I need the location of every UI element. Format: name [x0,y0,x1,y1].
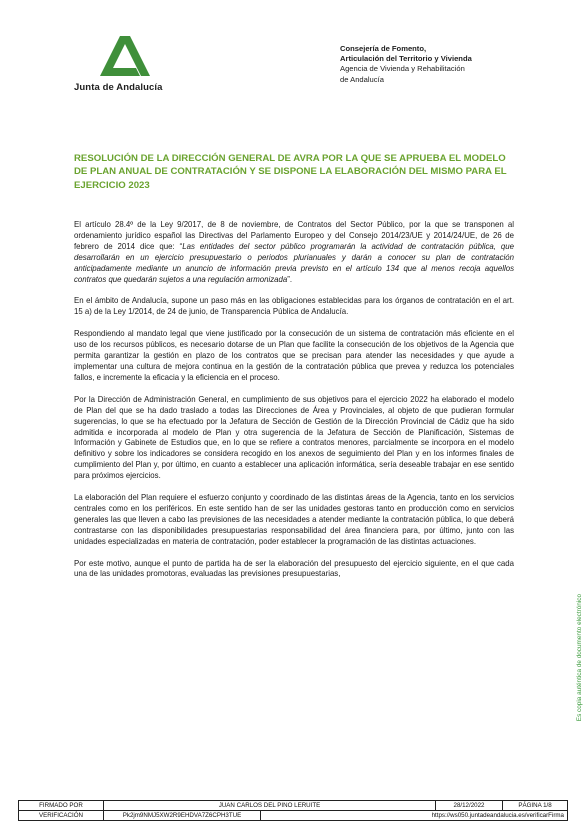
verification-code: Pk2jm9NMJ5XW2R9EHDVA7Z6CPH3TUE [104,811,261,821]
document-title: RESOLUCIÓN DE LA DIRECCIÓN GENERAL DE AVRA POR LA QUE SE APRUEBA EL MODELO DE PLAN ANUAL DE CONTRATACIÓN Y SE DISPONE LA ELABORACIÓN DEL MISMO PARA EL EJERCICIO 2023 [74,153,507,191]
org-line-3: Agencia de Vivienda y Rehabilitación [340,64,465,74]
paragraph-5: La elaboración del Plan requiere el esfuerzo conjunto y coordinado de las distintas áreas de la Agencia, tanto en los servicios centrales como en los periféricos. En este sentido han de ser las unidades gestoras tanto en producción como en servicios generales las que lleven a cabo las previsiones de las necesidades a atender mediante la contratación pública, lo que deberá contrastarse con las disponibilidades presupuestarias responsabilidad del área financiera para, por último, junto con las unidades especializadas en materia de contratación, poder establecer la programación de las distintas actuaciones. [74,493,514,546]
paragraph-4: Por la Dirección de Administración General, en cumplimiento de sus objetivos para el ejercicio 2022 ha elaborado el modelo de Plan del que se ha dado traslado a todas las Direcciones de Área y Provinciales, al objeto de que pudieran formular sugerencias, lo que se ha efectuado por la Jefatura de Sección de Gestión de la Dirección Provincial de Cádiz que ha sido admitida e incorporada al modelo de Plan y otra sugerencia de la Jefatura de Sección de Planificación, Sistemas de Información y Gabinete de Estudios que, en lo que se refiere a contratos menores, parcialmente se incorpora en el modelo definitivo y sobre los indicadores se considera recogido en los anexos de seguimiento del Plan y en los informes finales de cumplimiento del Plan y, por último, en cuanto a establecer una aplicación informática, sería deseable trabajar en ese sentido para próximos ejercicios. [74,394,514,481]
org-line-2: Articulación del Territorio y Vivienda [340,54,472,64]
paragraph-6: Por este motivo, aunque el punto de partida ha de ser la elaboración del presupuesto del ejercicio siguiente, en el que cada una de las unidades promotoras, evaluadas las previsiones presupuestarias, [74,558,514,579]
organization-block [340,44,472,85]
logo-text: Junta de Andalucía [74,82,163,93]
signature-row [19,801,568,811]
verificacion-label: VERIFICACIÓN [19,811,104,821]
signature-table [18,800,568,821]
org-line-1: Consejería de Fomento, [340,44,427,53]
paragraph-3: Respondiendo al mandato legal que viene justificado por la consecución de un sistema de contratación más eficiente en el uso de los recursos públicos, es necesario dotarse de un Plan que facilite la consecución de los objetivos de la Agencia que permita garantizar la gestión en plazo de los contratos que se precisan para atender las necesidades y que ayude a implementar una cultura de mejora continua en la gestión de la contratación pública que prevea y reduzca los potenciales fallos, e incremente la eficacia y la eficiencia en el proceso. [74,329,514,382]
firmado-label: FIRMADO POR [19,801,104,811]
signature-date: 28/12/2022 [436,801,503,811]
paragraph-1-end: ”. [287,274,293,284]
verification-url[interactable]: https://ws050.juntadeandalucia.es/verificarFirma [261,811,568,821]
paragraph-1 [74,220,514,285]
document-body [74,220,514,591]
paragraph-2: En el ámbito de Andalucía, supone un paso más en las obligaciones establecidas para los órganos de contratación en el art. 15 a) de la Ley 1/2014, de 24 de junio, de Transparencia Pública de Andalucía. [74,296,514,317]
paragraph-1-lead: El artículo 28.4º de la Ley 9/2017, de 8 de noviembre, de Contratos del Sector Público, por la que se transponen al ordenamiento jurídico español las Directivas del Parlamento Europeo y del Consejo 2014/23/UE y 2014/24/UE, de 26 de febrero de 2014 dice que: “ [74,220,514,251]
verification-row [19,811,568,821]
page-number: PÁGINA 1/8 [503,801,568,811]
paragraph-1-quote: Las entidades del sector público programarán la actividad de contratación pública, que desarrollarán en un ejercicio presupuestario o periodos plurianuales y darán a conocer su plan de contratación anticipadamente mediante un anuncio de información previa previsto en el artículo 134 que al menos recoja aquellos contratos que quedarán sujetos a una regulación armonizada [74,241,514,284]
signer-name: JUAN CARLOS DEL PINO LERUITE [104,801,436,811]
side-note-text: Es copia auténtica de documento electrónico [575,594,583,722]
side-note [573,574,585,742]
org-line-4: de Andalucía [340,74,384,84]
